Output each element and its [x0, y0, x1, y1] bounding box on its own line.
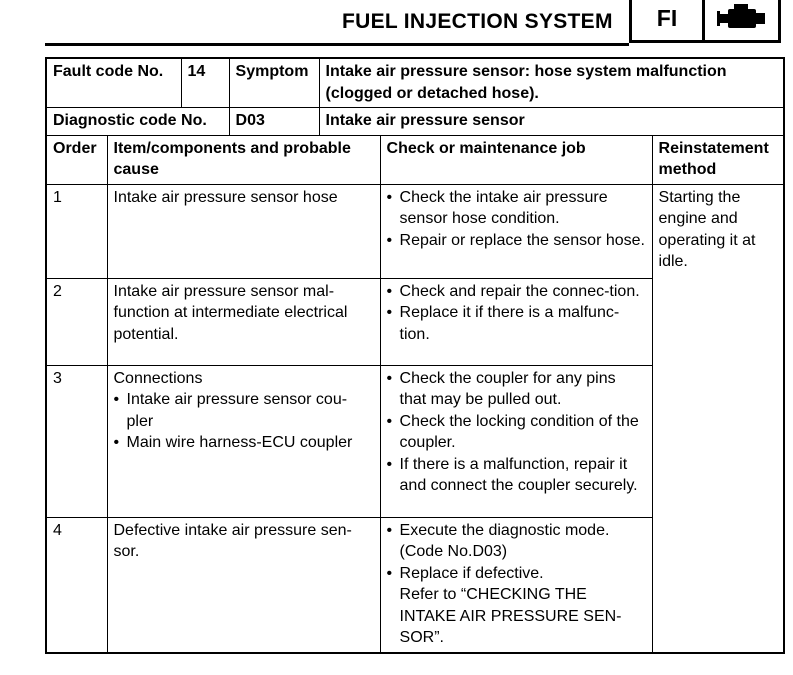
row-checks: [380, 184, 652, 278]
check-item: [387, 563, 646, 649]
section-tab-engine: [705, 0, 781, 43]
row-checks: [380, 365, 652, 517]
row-item-title: Connections: [113, 369, 203, 387]
column-header-row: [46, 135, 784, 184]
item-bullet: • Main wire harness-ECU coupler: [114, 432, 374, 454]
symptom-text: Intake air pressure sensor: hose system malfunction (clogged or detached hose).: [319, 58, 784, 108]
diag-code-row: [46, 108, 784, 136]
row-item: [107, 365, 380, 517]
diagnostic-table: [45, 57, 785, 654]
item-bullet: • Intake air pressure sensor cou-pler: [114, 389, 374, 432]
col-check: Check or maintenance job: [380, 135, 652, 184]
row-order: 4: [46, 517, 107, 653]
check-item: • Repair or replace the sensor hose.: [387, 230, 646, 252]
check-item: • Replace it if there is a malfunc-tion.: [387, 302, 646, 345]
col-reinstatement: Reinstatement method: [652, 135, 784, 184]
fault-code-row: [46, 58, 784, 108]
check-item: • If there is a malfunction, repair it and connect the coupler securely.: [387, 454, 646, 497]
check-item: • Check the intake air pressure sensor hose condition.: [387, 187, 646, 230]
symptom-label: Symptom: [229, 58, 319, 108]
check-item-note: Refer to “CHECKING THE INTAKE AIR PRESSURE SEN-SOR”.: [399, 586, 622, 646]
col-order: Order: [46, 135, 107, 184]
diag-code-text: Intake air pressure sensor: [319, 108, 784, 136]
reinstatement-method: Starting the engine and operating it at idle.: [652, 184, 784, 653]
row-item: Defective intake air pressure sen-sor.: [107, 517, 380, 653]
section-tab-fi: FI: [629, 0, 705, 43]
check-item: • Execute the diagnostic mode. (Code No.D03): [387, 520, 646, 563]
check-item: • Check the coupler for any pins that may be pulled out.: [387, 368, 646, 411]
row-item: Intake air pressure sensor hose: [107, 184, 380, 278]
row-checks: [380, 517, 652, 653]
fault-code-label: Fault code No.: [46, 58, 181, 108]
header-rule: [45, 43, 629, 46]
diag-code-value: D03: [229, 108, 319, 136]
row-order: 2: [46, 278, 107, 365]
col-item: Item/components and probable cause: [107, 135, 380, 184]
table-row: [46, 184, 784, 278]
diag-code-label: Diagnostic code No.: [46, 108, 229, 136]
row-order: 3: [46, 365, 107, 517]
row-order: 1: [46, 184, 107, 278]
check-item: • Check the locking condition of the coupler.: [387, 411, 646, 454]
check-item-text: Replace if defective.: [399, 564, 544, 582]
page-title: FUEL INJECTION SYSTEM: [342, 10, 613, 33]
check-item: • Check and repair the connec-tion.: [387, 281, 646, 303]
row-item: Intake air pressure sensor mal-function at intermediate electrical potential.: [107, 278, 380, 365]
row-checks: [380, 278, 652, 365]
fault-code-value: 14: [181, 58, 229, 108]
engine-icon: [716, 2, 768, 35]
